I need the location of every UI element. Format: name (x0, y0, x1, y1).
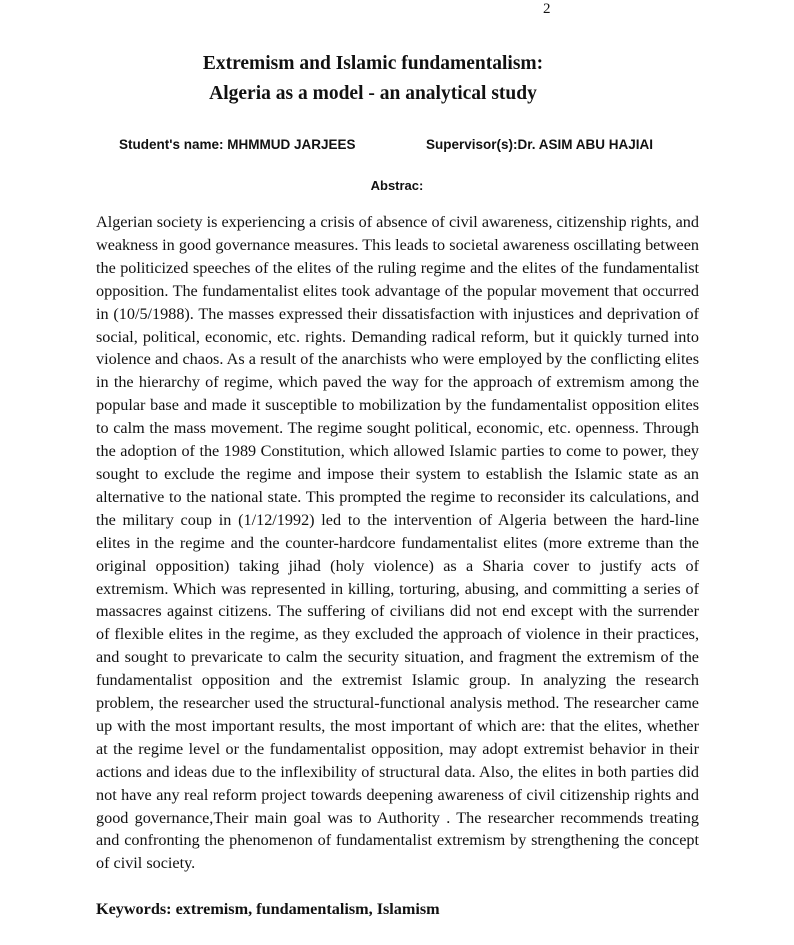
title-line-1: Extremism and Islamic fundamentalism: (202, 53, 544, 74)
abstract-body: Algerian society is experiencing a crisis of absence of civil awareness, citizenship rights, and weakness in good governance measures. This leads to societal awareness oscillating between the politicized speeches of the elites of the ruling regime and the elites of the fundamentalist opposition. The fundamentalist elites took advantage of the popular movement that occurred in (10/5/1988). The masses expressed their dissatisfaction with injustices and deprivation of social, political, economic, etc. rights. Demanding radical reform, but it quickly turned into violence and chaos. As a result of the anarchists who were employed by the conflicting elites in the hierarchy of regime, which paved the way for the approach of extremism among the popular base and made it susceptible to mobilization by the fundamentalist opposition elites to calm the mass movement. The regime sought political, economic, etc. openness. Through the adoption of the 1989 Constitution, which allowed Islamic parties to come to power, they sought to exclude the regime and impose their system to establish the Islamic state as an alternative to the national state. This prompted the regime to reconsider its calculations, and the military coup in (1/12/1992) led to the intervention of Algeria between the hard-line elites in the regime and the counter-hardcore fundamentalist elites (more extreme than the original opposition) taking jihad (holy violence) as a Sharia cover to justify acts of extremism. Which was represented in killing, torturing, abusing, and committing a series of massacres against citizens. The suffering of civilians did not end except with the surrender of flexible elites in the regime, as they excluded the approach of violence in their practices, and sought to prevaricate to calm the security situation, and fragment the extremism of the fundamentalist opposition and the extremist Islamic group. In analyzing the research problem, the researcher used the structural-functional analysis method. The researcher came up with the most important results, the most important of which are: that the elites, whether at the regime level or the fundamentalist opposition, may adopt extremist behavior in their actions and ideas due to the inflexibility of structural data. Also, the elites in both parties did not have any real reform project towards deepening awareness of civil citizenship rights and good governance,Their main goal was to Authority . The researcher recommends treating and confronting the phenomenon of fundamentalist extremism by strengthening the concept of civil society. (96, 213, 699, 873)
supervisor-label: Supervisor(s): (426, 137, 518, 152)
author-info (119, 137, 699, 152)
keywords-label: Keywords: (96, 900, 172, 918)
keywords-line (96, 900, 440, 919)
keywords-values: extremism, fundamentalism, Islamism (175, 900, 440, 918)
page-number: 2 (543, 1, 551, 17)
student-info (119, 137, 356, 152)
abstract-heading (0, 178, 794, 193)
supervisor-name: Dr. ASIM ABU HAJIAI (517, 137, 654, 152)
title-line-2: Algeria as a model - an analytical study (209, 83, 537, 104)
abstract-heading-text: Abstrac (370, 178, 420, 193)
supervisor-info (426, 137, 653, 152)
abstract-heading-colon: : (419, 178, 424, 193)
student-label: Student's name: (119, 137, 224, 152)
student-name: MHMMUD JARJEES (227, 137, 356, 152)
paper-title (0, 49, 746, 109)
